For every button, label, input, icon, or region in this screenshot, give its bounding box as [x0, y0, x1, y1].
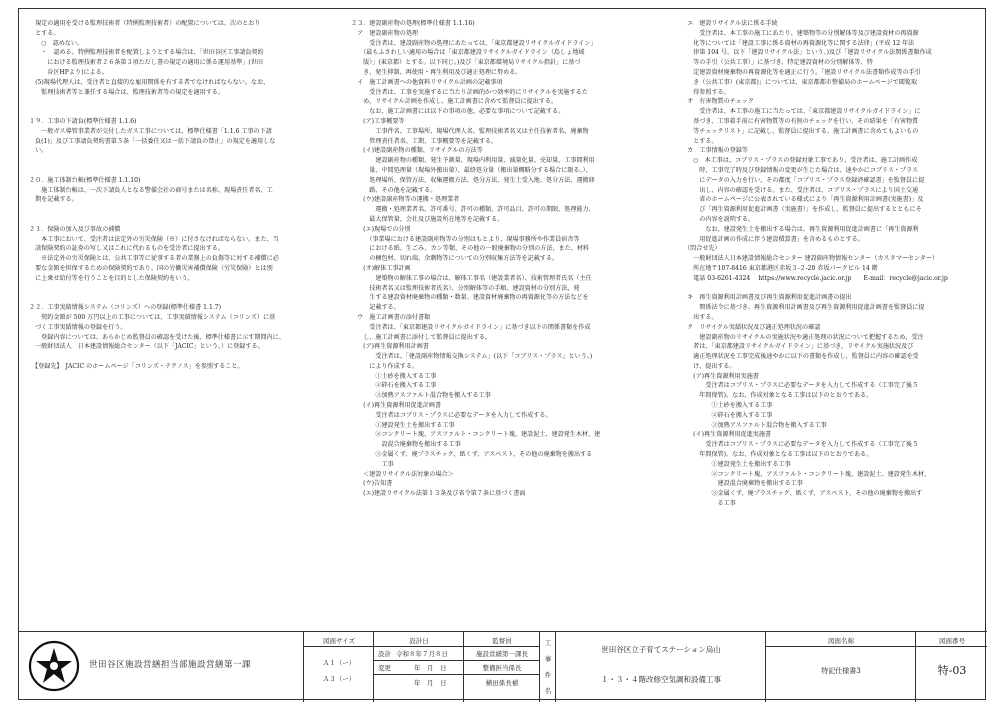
spec-line: (ウ)建設副産物等の運搬・処理業者	[351, 196, 460, 204]
spec-line: 律第 104 号。以下「建設リサイクル法」という。)及び「建設リサイクル法関係書類作成	[681, 49, 932, 57]
spec-line: エ 建設リサイクル法に係る手続	[681, 20, 778, 27]
spec-line	[29, 352, 329, 362]
spec-line: 生する建設資材廃棄物の種類・数量、建設資材廃棄物の再資源化等の方法などを	[351, 294, 589, 302]
spec-line: における監理技術者２６条第３項ただし書の規定の適用に係る運用基準」(世田	[29, 59, 263, 67]
spec-line	[29, 97, 329, 107]
spec-line: 受注者はコブリス・プラスに必要なデータを入力して作成する（工事完了後５	[681, 441, 919, 449]
spec-line: （問合せ先）	[681, 245, 721, 253]
spec-line: づく工事実績情報の登録を行う。	[29, 323, 127, 331]
spec-line: ・ 認める。特例監理技術者を配置しようとする場合は、「世田谷区工事請負契約	[29, 49, 264, 57]
project-vertical-label: 工 事 件 名	[539, 632, 555, 702]
spec-line: 年間保管)。なお、作成対象となる工事は以下のとおりである。	[681, 451, 873, 459]
drawing-name-block	[765, 632, 915, 702]
change-date-2: 年 月 日	[414, 679, 447, 687]
spec-line: 受注者は、本工事の施工にあたり、建築物等の分別解体等及び建設資材の再資源	[681, 29, 919, 37]
spec-line: 登録内容については、あらかじめ監督員の確認を受けた後、標準仕様書に示す期間内に、	[29, 333, 285, 341]
spec-line: ①建設発生土を搬出する工事	[351, 421, 455, 429]
spec-line: なお、施工計画書には以下の事項の他、必要な事項について記載する。	[351, 108, 565, 116]
spec-line: ①土砂を搬入する工事	[351, 372, 437, 380]
spec-line: 路、その他を記載する。	[351, 186, 437, 194]
spec-line: 受注者は、「東京都建設リサイクルガイドライン」に基づき以下の関係書類を作成	[351, 323, 591, 331]
spec-line: い。	[29, 147, 48, 155]
spec-line: 建設副産物のリサイクルの実施状況や適正処理の状況について把握するため、受注	[681, 333, 924, 341]
spec-line	[29, 215, 329, 225]
spec-line: 出し、内容の確認を受ける。また、受注者は、コブリス・プラスにより国土交通	[681, 186, 919, 194]
spec-line: 得参照する。	[681, 88, 730, 96]
spec-line: ア 建設副産物の処理	[351, 29, 419, 37]
spec-column-2	[351, 19, 669, 499]
spec-line: オ 有害物質のチェック	[681, 98, 754, 106]
spec-line: ○ 認めない。	[29, 39, 84, 47]
spec-line: 関係法令に基づき、再生資源利用計画書及び再生資源利用促進計画書を監督員に提	[681, 304, 925, 312]
spec-line: 最大保管量、会社及び施設所在地等を記載する。	[351, 215, 504, 223]
design-label: 設計	[378, 650, 391, 658]
spec-line: け、提出する。	[681, 362, 736, 370]
spec-line: 等の手引（公共工事）」に基づき、特定建設資材の分別解体等、特	[681, 59, 873, 67]
spec-line: 一般財団法人日本建設情報総合センター 建設副産物情報センター（カスタマーセンター）	[681, 255, 939, 263]
size-block	[303, 632, 373, 702]
spec-line: 建築物の解体工事の場合は、解体工事名（建設業者名）、技術管理者氏名（主任	[351, 274, 592, 282]
spec-line: 負(1)」及び工事請負契約書第５条「一括委任又は一括下請負の禁止」の規定を適用しな	[29, 137, 276, 145]
design-block	[373, 632, 463, 702]
spec-line: にデータの入力を行い、その都度「コブリス・プラス登録済確認書」を監督員に提	[681, 176, 925, 184]
spec-line: び「再生資源利用促進計画書（実施書）」を作成し、監督員に提出するとともにそ	[681, 206, 922, 214]
spec-line	[29, 156, 329, 166]
spec-line: き、発生抑制、再使用・再生利用及び適正処理に努める。	[351, 68, 522, 76]
spec-line: 一般ガス導管事業者が交付したガス工事については、標準仕様書「1.1.6 工事の下請	[29, 127, 272, 135]
organization-name: 世田谷区施設営繕担当部施設営繕第一課	[89, 660, 252, 670]
project-block	[555, 632, 765, 702]
spec-line: 所在地〒107-8416 東京都港区赤坂３-２-20 赤坂パークビル 14 階	[681, 264, 878, 272]
spec-line: 工事件名、工事場所、現場代理人名、監理技術者名又は主任技術者名、廃棄物	[351, 127, 589, 135]
spec-line: 適正処理状況を工事完成後速やかに以下の書類を作成し、監督員に内容の確認を受	[681, 353, 919, 361]
spec-line: １９．工事の下請負(標準仕様書 1.1.6)	[29, 117, 137, 125]
spec-line: ２０．施工体制台帳(標準仕様書 1.1.10)	[29, 176, 141, 184]
spec-line	[29, 205, 329, 215]
spec-line: ②コンクリート塊、アスファルト・コンクリート塊、建設泥土、建設発生木材、	[681, 470, 931, 478]
spec-line: 設混合廃棄物を搬出する工事	[351, 441, 461, 449]
spec-line: (エ)現場での分別	[351, 225, 411, 233]
spec-line: 基づき、工事着手前に有害物質等の有無のチェックを行い、その結果を「有害物質	[681, 117, 919, 125]
spec-line: ２３．建設副産物の処理(標準仕様書 1.1.16)	[351, 20, 475, 27]
size-a1: Ａ１（ー）	[322, 659, 356, 667]
spec-line: 等チェックリスト」に記載し、監督員に提出する。施工計画書に含めてもよいもの	[681, 127, 919, 135]
spec-line: 受注者は、工事を実施するに当たり計画的かつ効率的にリサイクルを実施するた	[351, 88, 588, 96]
drawing-number: 特-03	[937, 664, 967, 677]
spec-line: 出する。	[681, 313, 718, 321]
spec-line: 時、工事完了時及び登録情報の変更が生じた場合は、速やかにコブリス・プラス	[681, 166, 919, 174]
spec-line: ③金属くず、廃プラスチック、紙くず、アスベスト、その他の廃棄物を搬出す	[681, 490, 923, 498]
spec-line: (5)現場代理人は、受注者と直接的な雇用関係を有する者でなければならない。なお、	[29, 78, 270, 86]
spec-line: 要な金額を担保するための保険契約であり、国の労働災害補償保険（労災保険）とは別	[29, 264, 273, 272]
spec-line: 本工事において、受注者は法定外の労災保険（※）に付さなければならない。また、当	[29, 235, 279, 243]
spec-line: ２２．工事実績情報システム（コリンズ）への登録(標準仕様書 1.1.7)	[29, 304, 222, 312]
change-label: 変更	[378, 664, 391, 672]
spec-line: 受注者はコブリス・プラスに必要なデータを入力して作成する（工事完了後５	[681, 382, 919, 390]
spec-line: (イ)再生資源利用促進実施書	[681, 431, 772, 439]
spec-line: る工事	[681, 500, 736, 508]
supervisor-header: 監督員	[492, 637, 512, 645]
spec-line: イ 施工計画書への他資料リサイクル計画の記載事項	[351, 78, 503, 86]
spec-line: ①土砂を搬入する工事	[681, 402, 773, 410]
spec-line: 契約金額が 500 万円以上の工事については、工事実績情報システム（コリンズ）に基	[29, 313, 276, 321]
spec-line: 建設副産物の種類、発生予測量、現場内利用量、減量化量、売却量、工事間利用	[351, 157, 595, 165]
spec-line: 受注者は、「建設副産物情報交換システム」(以下「コブリス・プラス」という。)	[351, 353, 593, 361]
spec-line: カ 工事情報の登録等	[681, 147, 749, 155]
supervisor-2: 整備担当係長	[482, 664, 522, 672]
spec-line	[681, 284, 981, 294]
spec-line: 受注者は、建設副産物の処理にあたっては、「東京都建設リサイクルガイドライン」	[351, 39, 597, 47]
spec-line: なお、建設発生土を搬出する場合は、再生資源利用促進計画書に「再生資源利	[681, 225, 919, 233]
size-header: 図面サイズ	[323, 637, 355, 645]
design-header: 設計日	[409, 637, 429, 645]
spec-line: き（公共工事）(東京都)」については、東京都都市整備局のホームページで閲覧取	[681, 78, 918, 86]
spec-line: 一般財団法人 日本建設情報総合センター（以下「JACIC」という。）に登録する。	[29, 343, 264, 351]
spec-line: ②コンクリート塊、アスファルト・コンクリート塊、建設泥土、建設発生木材、建	[351, 431, 601, 439]
spec-line: （最もふさわしい適用の場合は「東京都建設リサイクルガイドライン（島しょ地域	[351, 49, 585, 57]
spec-line: ク リサイクル実績状況及び適正処理状況の確認	[681, 323, 821, 331]
supervisor-1: 施設営繕第一課長	[476, 650, 528, 658]
spec-line: (イ)建設副産物の種類、リサイクルの方法等	[351, 147, 483, 155]
spec-column-3	[681, 19, 981, 509]
spec-line: 年間保管)。なお、作成対象となる工事は以下のとおりである。	[681, 392, 873, 400]
spec-line: し、施工計画書に添付して監督員に提出する。	[351, 333, 492, 341]
drawing-name-header: 図面名称	[828, 637, 854, 645]
spec-line: 用促進計画の作成に伴う建設積算書」を含めるものとする。	[681, 235, 864, 243]
spec-line: ※法定外の労災保険とは、公共工事等に従事する者の業務上の負傷等に対する補償に必	[29, 255, 279, 263]
setagaya-emblem-icon	[27, 639, 81, 693]
spec-line: 規定の適用を受ける監理技術者（特例監理技術者）の配置については、次のとおり	[29, 20, 261, 27]
spec-line: とする。	[681, 137, 718, 145]
spec-line: (エ)建設リサイクル法第１３条及び省令第７条に基づく書面	[351, 490, 526, 498]
size-a3: Ａ３（ー）	[322, 675, 356, 683]
spec-line: ②砕石を搬入する工事	[681, 411, 773, 419]
spec-column-1	[29, 19, 329, 372]
drawing-name: 特記仕様書3	[821, 667, 861, 675]
spec-line	[29, 107, 329, 117]
spec-line	[29, 293, 329, 303]
spec-line: 建設混合廃棄物を搬出する工事	[681, 480, 803, 488]
design-date: 令和８年７月８日	[396, 650, 448, 658]
spec-line: ③加熱アスファルト混合物を搬入する工事	[681, 421, 827, 429]
spec-line: (ア)工事概要等	[351, 117, 405, 125]
spec-line: とする。	[29, 29, 60, 37]
spec-line: 施工体制台帳は、一次下請負人となる警備会社の商号または名称、現場責任者名、工	[29, 186, 273, 194]
spec-line: 運搬・処理業者名、許可番号、許可の種類、許可品目、許可の期限、処理能力、	[351, 206, 595, 214]
spec-line: 監理技術者等と兼任する場合は、監理技術者等の規定を適用する。	[29, 88, 224, 96]
spec-line: 省のホームページに公表されている様式により「再生資源利用計画書(実施書)」及	[681, 196, 924, 204]
spec-line: 【登録先】 JACIC のホームページ「コリンズ・テクノス」を参照すること。	[29, 362, 244, 370]
spec-line: (ア)再生資源利用実施書	[681, 372, 759, 380]
spec-line: 該保険契約の証券の写し又はこれに代わるものを受注者に提出する。	[29, 245, 224, 253]
supervisor-block	[463, 632, 539, 702]
spec-line	[29, 166, 329, 176]
spec-line: ②砕石を搬入する工事	[351, 382, 437, 390]
spec-line: (ウ)告知書	[351, 480, 393, 488]
spec-line: め、リサイクル計画を作成し、施工計画書に含めて監督員に提出する。	[351, 98, 558, 106]
drawing-number-header: 図面番号	[939, 637, 965, 645]
spec-line: の梱包材、切れ端、余剰物等についての分別収集方法等を記載する。	[351, 255, 559, 263]
spec-line: 受注者は、本工事の施工に当たっては、「東京都建設リサイクルガイドライン」に	[681, 108, 921, 116]
spec-line: 版）」(東京都）とする。以下同じ。)及び「東京都環境局リサイクル指針」に基づ	[351, 59, 581, 67]
spec-line: 定建設資材廃棄物の再資源化等を適正に行う。「建設リサイクル法書類作成等の手引	[681, 68, 921, 76]
spec-line: 技術者名又は監理技術者氏名）、分別解体等の手順、建設資材の分別方法、発	[351, 284, 580, 292]
spec-line: に上乗せ給付等を行うことを目的とした保険契約をいう。	[29, 274, 194, 282]
spec-line: の内容を説明する。	[681, 215, 755, 223]
supervisor-3: 横田係長補	[485, 679, 519, 687]
spec-line	[29, 284, 329, 294]
spec-line: 記載する。	[351, 304, 400, 312]
title-block	[19, 631, 987, 701]
spec-line: ③加熱アスファルト混合物を搬入する工事	[351, 392, 491, 400]
spec-line: (オ)解体工事計画	[351, 264, 411, 272]
spec-line: (ア)再生資源利用計画書	[351, 343, 429, 351]
spec-line: 期を記載する。	[29, 196, 78, 204]
spec-line: （事業場における建設副産物等の分別はもとより、現場事務所や作業員宿舎等	[351, 235, 580, 243]
spec-line: (イ)再生資源利用促進計画書	[351, 402, 442, 410]
drawing-sheet	[18, 8, 986, 700]
spec-line: 化等については「建設工事に係る資材の再資源化等に関する法律」(平成 12 年法	[681, 39, 915, 47]
project-name-1: 世田谷区立子育てステーション烏山	[601, 645, 721, 654]
spec-line: 管理責任者名、工期、工事概要等を記載する。	[351, 137, 498, 145]
spec-line: ①建設発生土を搬出する工事	[681, 460, 791, 468]
spec-line: 受注者はコブリス・プラスに必要なデータを入力して作成する。	[351, 411, 552, 419]
spec-line: ③金属くず、廃プラスチック、紙くず、アスベスト、その他の廃棄物を搬出する	[351, 451, 593, 459]
spec-line: ＜建設リサイクル法対象の場合＞	[351, 470, 454, 478]
project-name-2: １・３・４階改修空気調和設備工事	[601, 675, 721, 684]
spec-line: ウ 施工計画書の添付書類	[351, 313, 431, 321]
spec-line: ○ 本工事は、コブリス・プラスの登録対象工事であり、受注者は、施工計画作成	[681, 157, 918, 165]
spec-line: における紙、生ごみ、カン等類、その他の一般廃棄物の分別の方法、また、材料	[351, 245, 590, 253]
spec-line: 電話 03-6261-4324 https://www.recycle.jacic.or.jp E-mail：recycle@jacic.or.jp	[681, 274, 948, 282]
drawing-number-block	[915, 632, 987, 702]
spec-line: 量、中間処理量（現場外搬出量）、最終処分量（搬出量概略分する場合に限る。）、	[351, 166, 592, 174]
spec-line: ２１．保険の加入及び事故の補償	[29, 225, 121, 233]
spec-line: 処理場所、保管方法、収集運搬方法、処分方法、発生土受入地、処分方法、運搬経	[351, 176, 595, 184]
spec-line: 谷区HPより)による。	[29, 68, 108, 76]
change-date: 年 月 日	[414, 664, 447, 672]
spec-line: 者は、「東京都建設リサイクルガイドライン」に基づき、リサイクル実施状況及び	[681, 343, 914, 351]
spec-line: 工事	[351, 460, 394, 468]
spec-line: キ 再生資源利用計画書及び再生資源利用促進計画書の提出	[681, 294, 852, 302]
spec-line: により作成する。	[351, 362, 419, 370]
